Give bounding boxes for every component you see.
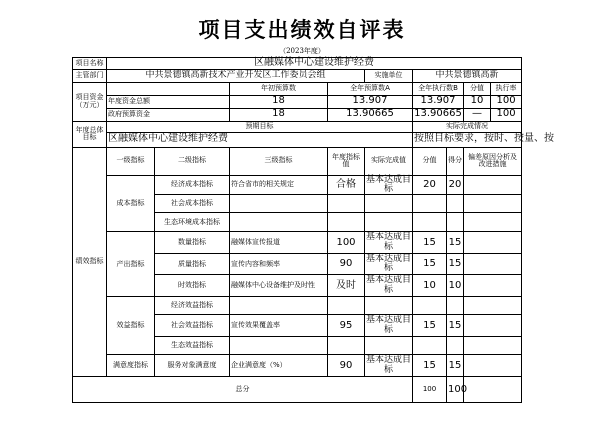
indicator-deviation (464, 195, 522, 213)
goals-value-row (73, 132, 522, 147)
indicator-score-value: 15 (413, 232, 447, 254)
funds-header-executed: 全年执行数B (413, 82, 464, 95)
indicator-score-value (413, 337, 447, 355)
indicator-deviation (464, 213, 522, 232)
indicator-deviation (464, 232, 522, 254)
indicator-second: 经济效益指标 (155, 297, 230, 315)
indicator-row (73, 355, 522, 377)
indicator-third (230, 297, 328, 315)
indicator-score: 10 (447, 275, 464, 297)
header-first-level: 一级指标 (107, 147, 155, 175)
goals-expected-value: 区融媒体中心建设维护经费 (107, 132, 413, 147)
indicator-second: 生态环境成本指标 (155, 213, 230, 232)
goals-actual-label: 实际完成情况 (413, 121, 522, 132)
total-deviation (464, 377, 522, 403)
indicator-score: 15 (447, 232, 464, 254)
indicator-score (447, 195, 464, 213)
goals-actual-value: 按照目标要求，按时、按量、按 (413, 132, 522, 147)
indicator-target (328, 297, 365, 315)
funds-rate-value: 100 (491, 108, 522, 121)
indicator-score (447, 213, 464, 232)
indicators-header-row (73, 147, 522, 175)
indicator-actual: 基本达成目标 (366, 275, 412, 295)
indicator-target (328, 195, 365, 213)
funds-budget-value: 13.907 (328, 95, 413, 108)
page-title: 项目支出绩效自评表 (198, 17, 406, 42)
total-score-value: 100 (413, 377, 447, 403)
indicator-deviation (464, 355, 522, 377)
indicator-score (447, 337, 464, 355)
indicator-score-value (413, 195, 447, 213)
indicator-score: 15 (447, 355, 464, 377)
funds-header-row (73, 82, 522, 95)
indicator-second: 社会成本指标 (155, 195, 230, 213)
indicator-third (230, 195, 328, 213)
indicator-target: 及时 (328, 275, 365, 297)
funds-executed-value: 13.90665 (414, 108, 462, 120)
indicator-row (73, 297, 522, 315)
header-target: 年度指标值 (328, 147, 365, 175)
indicator-deviation (464, 275, 522, 297)
indicator-score: 20 (447, 175, 464, 195)
indicator-actual (365, 337, 413, 355)
impl-unit-value: 中共景德镇高新 (413, 69, 522, 82)
funds-initial-value: 18 (230, 108, 328, 121)
indicator-second: 服务对象满意度 (155, 355, 230, 377)
total-row (73, 377, 522, 403)
funds-header-rate: 执行率 (491, 82, 522, 95)
indicator-deviation (464, 175, 522, 195)
year-label: （2023年度） (279, 47, 325, 55)
indicator-actual: 基本达成目标 (366, 315, 412, 335)
goals-label: 年度总体目标 (73, 121, 107, 147)
indicator-deviation (464, 337, 522, 355)
funds-label: 项目资金（万元） (73, 82, 107, 121)
indicator-actual (365, 195, 413, 213)
indicator-third: 宣传效果覆盖率 (230, 315, 328, 337)
indicator-third (230, 337, 328, 355)
indicator-actual: 基本达成目标 (366, 232, 412, 252)
funds-initial-value: 18 (230, 95, 328, 108)
project-name-row (73, 58, 522, 70)
indicator-score-value (413, 213, 447, 232)
indicator-score-value (413, 297, 447, 315)
indicator-deviation (464, 315, 522, 337)
indicator-group-satisfaction: 满意度指标 (107, 355, 155, 377)
header-actual: 实际完成值 (365, 147, 413, 175)
indicator-actual: 基本达成目标 (366, 355, 412, 375)
project-name-value: 区融媒体中心建设维护经费 (107, 58, 522, 70)
funds-budget-value: 13.90665 (328, 108, 413, 121)
indicator-actual: 基本达成目标 (366, 174, 412, 194)
indicator-row (73, 232, 522, 254)
indicator-deviation (464, 254, 522, 275)
indicator-score-value: 15 (413, 315, 447, 337)
funds-executed-value: 13.907 (413, 95, 464, 108)
indicators-section-label: 绩效指标 (73, 147, 107, 377)
indicator-score: 15 (447, 254, 464, 275)
funds-blank (107, 82, 230, 95)
indicator-third: 符合省市的相关规定 (230, 175, 328, 195)
department-label: 主管部门 (73, 69, 107, 82)
indicator-target: 95 (328, 315, 365, 337)
indicator-target: 90 (328, 254, 365, 275)
funds-rate-value: 100 (491, 95, 522, 108)
total-label: 总分 (73, 377, 413, 403)
indicator-deviation (464, 297, 522, 315)
funds-score-value: 10 (464, 95, 491, 108)
indicator-second: 生态效益指标 (155, 337, 230, 355)
funds-header-score-value: 分值 (464, 82, 491, 95)
project-name-label: 项目名称 (73, 58, 107, 70)
header-third-level: 三级指标 (230, 147, 328, 175)
indicator-target: 90 (328, 355, 365, 377)
indicator-third: 企业满意度（%） (230, 355, 328, 377)
funds-score-value: — (464, 108, 491, 121)
indicator-second: 质量指标 (155, 254, 230, 275)
goals-header-row (73, 121, 522, 132)
indicator-target (328, 213, 365, 232)
indicator-row (73, 175, 522, 195)
indicator-actual (365, 297, 413, 315)
indicator-score-value: 15 (413, 254, 447, 275)
header-deviation: 偏差原因分析及改进措施 (464, 147, 522, 175)
evaluation-table (72, 57, 554, 403)
indicator-actual: 基本达成目标 (366, 253, 412, 274)
indicator-score-value: 20 (413, 175, 447, 195)
indicator-score-value: 10 (413, 275, 447, 297)
indicator-second: 社会效益指标 (155, 315, 230, 337)
indicator-third: 融媒体中心设备维护及时性 (230, 275, 328, 297)
total-score: 100 (447, 377, 464, 403)
indicator-actual (365, 213, 413, 232)
funds-row-label: 政府预算资金 (107, 108, 230, 121)
indicator-second: 数量指标 (155, 232, 230, 254)
funds-header-budget: 全年预算数A (328, 82, 413, 95)
indicator-score-value: 15 (413, 355, 447, 377)
impl-unit-label: 实施单位 (365, 69, 413, 82)
indicator-third: 宣传内容和频率 (230, 254, 328, 275)
department-value: 中共景德镇高新技术产业开发区工作委员会组 (107, 69, 365, 82)
indicator-target (328, 337, 365, 355)
indicator-target: 合格 (328, 175, 365, 195)
funds-row-label: 年度资金总额 (107, 95, 230, 108)
indicator-score: 15 (447, 315, 464, 337)
indicator-third (230, 213, 328, 232)
indicator-second: 时效指标 (155, 275, 230, 297)
header-score-value: 分值 (413, 147, 447, 175)
indicator-group-cost: 成本指标 (107, 175, 155, 232)
header-score: 得分 (447, 147, 464, 175)
funds-row-government (73, 108, 522, 121)
goals-expected-label: 预期目标 (107, 121, 413, 132)
indicator-score (447, 297, 464, 315)
header-second-level: 二级指标 (155, 147, 230, 175)
indicator-group-output: 产出指标 (107, 232, 155, 297)
funds-header-initial: 年初预算数 (230, 82, 328, 95)
indicator-third: 融媒体宣传报道 (230, 232, 328, 254)
indicator-second: 经济成本指标 (155, 175, 230, 195)
funds-row-total (73, 95, 522, 108)
indicator-target: 100 (328, 232, 365, 254)
department-row (73, 69, 522, 82)
indicator-group-benefit: 效益指标 (107, 297, 155, 355)
